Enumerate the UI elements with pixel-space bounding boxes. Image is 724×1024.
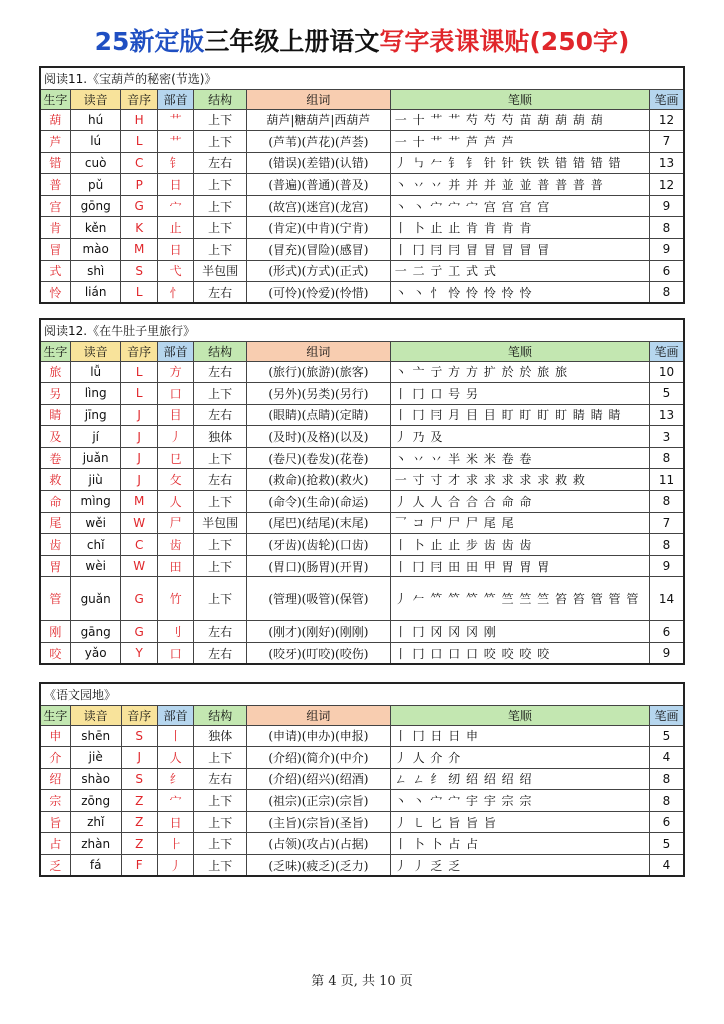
cell-strokes: 丿 人 人 合 合 合 命 命 [390, 491, 649, 513]
cell-letter: K [121, 217, 157, 239]
cell-pinyin: kěn [70, 217, 121, 239]
table-row [40, 195, 684, 217]
cell-strokes: 丶 丶 宀 宀 宇 宇 宗 宗 [390, 790, 649, 812]
cell-count: 13 [649, 152, 684, 174]
cell-strokes: 丨 冂 冈 冈 冈 刚 [390, 621, 649, 643]
cell-letter: W [121, 555, 157, 577]
cell-structure: 上下 [194, 555, 247, 577]
cell-radical: 日 [157, 174, 193, 196]
table-row [40, 131, 684, 153]
cell-char: 另 [40, 383, 70, 405]
cell-radical: 目 [157, 404, 193, 426]
cell-radical: 弋 [157, 260, 193, 282]
cell-structure: 半包围 [194, 512, 247, 534]
cell-char: 卷 [40, 447, 70, 469]
cell-letter: Z [121, 790, 157, 812]
cell-structure: 左右 [194, 643, 247, 665]
cell-letter: J [121, 447, 157, 469]
cell-strokes: 一 寸 寸 才 求 求 求 求 求 救 救 [390, 469, 649, 491]
header-words: 组词 [246, 341, 390, 361]
header-char: 生字 [40, 341, 70, 361]
cell-letter: H [121, 109, 157, 131]
cell-words: (眼睛)(点睛)(定睛) [246, 404, 390, 426]
cell-words: (咬牙)(叮咬)(咬伤) [246, 643, 390, 665]
header-pinyin: 读音 [70, 705, 121, 725]
cell-radical: 日 [157, 811, 193, 833]
cell-char: 错 [40, 152, 70, 174]
cell-count: 4 [650, 747, 685, 769]
table-row [40, 174, 684, 196]
cell-radical: 丨 [157, 725, 193, 747]
cell-letter: P [121, 174, 157, 196]
cell-count: 8 [649, 217, 684, 239]
header-words: 组词 [247, 705, 391, 725]
cell-strokes: 丨 冂 冃 月 目 目 盯 盯 盯 盯 睛 睛 睛 [390, 404, 649, 426]
cell-strokes: 丿 ㇉ 𠂉 钅 钅 针 针 铁 铁 错 错 错 错 [390, 152, 649, 174]
cell-structure: 上下 [194, 195, 247, 217]
section-title: 阅读11.《宝葫芦的秘密(节选)》 [40, 67, 684, 89]
cell-radical: 艹 [157, 109, 193, 131]
cell-pinyin: shì [70, 260, 121, 282]
table-row [40, 643, 684, 665]
cell-count: 8 [649, 282, 684, 304]
cell-structure: 上下 [194, 747, 247, 769]
cell-structure: 上下 [194, 447, 247, 469]
header-letter: 音序 [121, 89, 157, 109]
header-radical: 部首 [157, 705, 193, 725]
cell-count: 9 [649, 643, 684, 665]
cell-letter: C [121, 534, 157, 556]
cell-char: 绍 [40, 768, 70, 790]
cell-letter: M [121, 239, 157, 261]
cell-structure: 上下 [194, 131, 247, 153]
section-title: 阅读12.《在牛肚子里旅行》 [40, 319, 684, 341]
table-row [40, 383, 684, 405]
cell-words: 葫芦|糖葫芦|西葫芦 [246, 109, 390, 131]
table-row [40, 833, 684, 855]
cell-strokes: 一 十 艹 艹 芦 芦 芦 [390, 131, 649, 153]
cell-radical: 田 [157, 555, 193, 577]
cell-count: 10 [649, 361, 684, 383]
cell-structure: 左右 [194, 768, 247, 790]
cell-letter: J [121, 426, 157, 448]
cell-strokes: 丿 丿 乏 乏 [390, 855, 649, 877]
cell-char: 救 [40, 469, 70, 491]
section-table [39, 318, 685, 665]
header-pinyin: 读音 [70, 341, 121, 361]
header-char: 生字 [40, 89, 70, 109]
cell-structure: 上下 [194, 383, 247, 405]
cell-count: 6 [649, 621, 684, 643]
cell-strokes: 丿 ㇄ 匕 旨 旨 旨 [390, 811, 649, 833]
cell-pinyin: guǎn [70, 577, 121, 621]
cell-char: 乏 [40, 855, 70, 877]
cell-radical: 艹 [157, 131, 193, 153]
cell-strokes: 丶 丷 丷 半 米 米 卷 卷 [390, 447, 649, 469]
cell-count: 13 [649, 404, 684, 426]
header-words: 组词 [246, 89, 390, 109]
cell-strokes: 丿 乃 及 [390, 426, 649, 448]
cell-words: (形式)(方式)(正式) [246, 260, 390, 282]
cell-strokes: 丨 冂 冃 田 田 甲 胃 胃 胃 [390, 555, 649, 577]
cell-letter: G [121, 621, 157, 643]
cell-letter: L [121, 282, 157, 304]
header-strokes: 笔顺 [390, 341, 649, 361]
header-structure: 结构 [194, 705, 247, 725]
cell-structure: 上下 [194, 109, 247, 131]
cell-words: (申请)(申办)(申报) [247, 725, 391, 747]
cell-pinyin: jiù [70, 469, 121, 491]
cell-char: 旅 [40, 361, 70, 383]
cell-count: 5 [649, 383, 684, 405]
cell-structure: 左右 [194, 469, 247, 491]
cell-count: 7 [649, 131, 684, 153]
cell-structure: 上下 [194, 811, 247, 833]
cell-char: 肯 [40, 217, 70, 239]
cell-count: 8 [650, 790, 685, 812]
cell-words: (普遍)(普通)(普及) [246, 174, 390, 196]
cell-radical: 尸 [157, 512, 193, 534]
cell-strokes: 丶 丶 宀 宀 宀 宫 宫 宫 宫 [390, 195, 649, 217]
cell-structure: 上下 [194, 217, 247, 239]
cell-words: (牙齿)(齿轮)(口齿) [246, 534, 390, 556]
cell-count: 8 [649, 491, 684, 513]
cell-structure: 左右 [194, 361, 247, 383]
cell-radical: 宀 [157, 790, 193, 812]
cell-structure: 上下 [194, 577, 247, 621]
cell-char: 宫 [40, 195, 70, 217]
cell-pinyin: zōng [70, 790, 121, 812]
cell-strokes: ㄥ ㄥ 纟 纫 绍 绍 绍 绍 [390, 768, 649, 790]
cell-structure: 上下 [194, 790, 247, 812]
table-row [40, 534, 684, 556]
table-row [40, 621, 684, 643]
cell-pinyin: chǐ [70, 534, 121, 556]
table-row [40, 217, 684, 239]
cell-pinyin: fá [70, 855, 121, 877]
cell-radical: 竹 [157, 577, 193, 621]
cell-strokes: 一 二 亍 工 式 式 [390, 260, 649, 282]
cell-structure: 独体 [194, 426, 247, 448]
cell-strokes: 丨 冂 口 口 口 咬 咬 咬 咬 [390, 643, 649, 665]
cell-words: (另外)(另类)(另行) [246, 383, 390, 405]
cell-char: 申 [40, 725, 70, 747]
cell-count: 8 [649, 447, 684, 469]
cell-words: (冒充)(冒险)(感冒) [246, 239, 390, 261]
cell-pinyin: pǔ [70, 174, 121, 196]
cell-count: 5 [650, 833, 685, 855]
table-row [40, 855, 684, 877]
cell-letter: J [121, 404, 157, 426]
cell-structure: 半包围 [194, 260, 247, 282]
cell-radical: 钅 [157, 152, 193, 174]
cell-strokes: 丶 丶 忄 怜 怜 怜 怜 怜 [390, 282, 649, 304]
cell-words: (祖宗)(正宗)(宗旨) [247, 790, 391, 812]
cell-letter: L [121, 361, 157, 383]
cell-words: (错误)(差错)(认错) [246, 152, 390, 174]
table-row [40, 790, 684, 812]
cell-count: 5 [650, 725, 685, 747]
header-radical: 部首 [157, 89, 193, 109]
cell-letter: G [121, 577, 157, 621]
table-row [40, 239, 684, 261]
cell-structure: 独体 [194, 725, 247, 747]
table-row [40, 491, 684, 513]
cell-pinyin: juǎn [70, 447, 121, 469]
cell-words: (及时)(及格)(以及) [246, 426, 390, 448]
cell-structure: 上下 [194, 239, 247, 261]
cell-strokes: 丨 卜 止 止 步 齿 齿 齿 [390, 534, 649, 556]
cell-words: (故宫)(迷宫)(龙宫) [246, 195, 390, 217]
cell-words: (旅行)(旅游)(旅客) [246, 361, 390, 383]
header-count: 笔画 [650, 705, 685, 725]
cell-pinyin: jiè [70, 747, 121, 769]
cell-count: 9 [649, 195, 684, 217]
cell-count: 6 [650, 811, 685, 833]
cell-char: 芦 [40, 131, 70, 153]
cell-words: (胃口)(肠胃)(开胃) [246, 555, 390, 577]
cell-char: 怜 [40, 282, 70, 304]
cell-char: 管 [40, 577, 70, 621]
cell-radical: 丿 [157, 855, 193, 877]
cell-words: (主旨)(宗旨)(圣旨) [247, 811, 391, 833]
cell-letter: S [121, 768, 157, 790]
table-row [40, 469, 684, 491]
cell-letter: L [121, 131, 157, 153]
cell-pinyin: hú [70, 109, 121, 131]
cell-structure: 左右 [194, 621, 247, 643]
cell-pinyin: wěi [70, 512, 121, 534]
cell-count: 7 [649, 512, 684, 534]
table-row [40, 512, 684, 534]
cell-words: (卷尺)(卷发)(花卷) [246, 447, 390, 469]
cell-pinyin: shào [70, 768, 121, 790]
cell-words: (乏味)(疲乏)(乏力) [247, 855, 391, 877]
cell-letter: Y [121, 643, 157, 665]
cell-count: 11 [649, 469, 684, 491]
cell-structure: 上下 [194, 491, 247, 513]
cell-radical: 口 [157, 383, 193, 405]
header-letter: 音序 [121, 341, 157, 361]
header-strokes: 笔顺 [390, 89, 649, 109]
cell-pinyin: cuò [70, 152, 121, 174]
page-footer: 第 4 页, 共 10 页 [311, 974, 413, 989]
cell-char: 葫 [40, 109, 70, 131]
cell-radical: 人 [157, 491, 193, 513]
header-strokes: 笔顺 [390, 705, 649, 725]
cell-structure: 左右 [194, 404, 247, 426]
cell-pinyin: lǚ [70, 361, 121, 383]
table-row [40, 426, 684, 448]
header-radical: 部首 [157, 341, 193, 361]
cell-char: 及 [40, 426, 70, 448]
cell-structure: 左右 [194, 282, 247, 304]
table-row [40, 109, 684, 131]
cell-pinyin: mào [70, 239, 121, 261]
cell-char: 命 [40, 491, 70, 513]
cell-letter: F [121, 855, 157, 877]
cell-radical: 口 [157, 643, 193, 665]
cell-radical: 宀 [157, 195, 193, 217]
cell-letter: S [121, 725, 157, 747]
cell-structure: 上下 [194, 855, 247, 877]
cell-words: (尾巴)(结尾)(末尾) [246, 512, 390, 534]
cell-words: (占领)(攻占)(占据) [247, 833, 391, 855]
cell-letter: G [121, 195, 157, 217]
cell-strokes: 乛 コ 尸 尸 尸 尾 尾 [390, 512, 649, 534]
cell-char: 普 [40, 174, 70, 196]
title-part-3: 写字表课课贴(250字) [379, 27, 630, 56]
cell-pinyin: zhàn [70, 833, 121, 855]
table-row [40, 747, 684, 769]
cell-count: 3 [649, 426, 684, 448]
title-part-2: 三年级上册语文 [204, 27, 380, 56]
cell-words: (救命)(抢救)(救火) [246, 469, 390, 491]
cell-pinyin: wèi [70, 555, 121, 577]
cell-pinyin: yǎo [70, 643, 121, 665]
cell-char: 冒 [40, 239, 70, 261]
cell-radical: 人 [157, 747, 193, 769]
cell-letter: Z [121, 833, 157, 855]
cell-count: 12 [649, 109, 684, 131]
cell-count: 9 [649, 239, 684, 261]
cell-char: 旨 [40, 811, 70, 833]
table-row [40, 577, 684, 621]
cell-words: (命令)(生命)(命运) [246, 491, 390, 513]
cell-radical: 止 [157, 217, 193, 239]
cell-letter: M [121, 491, 157, 513]
cell-radical: 齿 [157, 534, 193, 556]
cell-radical: 忄 [157, 282, 193, 304]
cell-radical: 方 [157, 361, 193, 383]
cell-strokes: 丨 冂 日 日 申 [390, 725, 649, 747]
header-structure: 结构 [194, 341, 247, 361]
cell-char: 刚 [40, 621, 70, 643]
cell-pinyin: jí [70, 426, 121, 448]
cell-words: (可怜)(怜爱)(怜惜) [246, 282, 390, 304]
cell-words: (芦苇)(芦花)(芦荟) [246, 131, 390, 153]
cell-pinyin: zhǐ [70, 811, 121, 833]
cell-char: 介 [40, 747, 70, 769]
cell-strokes: 一 十 艹 艹 芍 芍 芍 苗 葫 葫 葫 葫 [390, 109, 649, 131]
cell-strokes: 丨 冂 冃 冃 冒 冒 冒 冒 冒 [390, 239, 649, 261]
table-row [40, 260, 684, 282]
section-table [39, 66, 685, 304]
section-title: 《语文园地》 [40, 683, 684, 705]
table-row [40, 811, 684, 833]
cell-pinyin: lián [70, 282, 121, 304]
cell-pinyin: lú [70, 131, 121, 153]
cell-words: (肯定)(中肯)(宁肯) [246, 217, 390, 239]
cell-strokes: 丿 𠂉 𥫗 𥫗 𥫗 𥫗 竺 竺 竺 笞 笞 管 管 管 [390, 577, 649, 621]
cell-char: 胃 [40, 555, 70, 577]
cell-char: 占 [40, 833, 70, 855]
cell-pinyin: lìng [70, 383, 121, 405]
cell-count: 14 [649, 577, 684, 621]
cell-pinyin: shēn [70, 725, 121, 747]
cell-char: 咬 [40, 643, 70, 665]
cell-structure: 上下 [194, 833, 247, 855]
table-row [40, 725, 684, 747]
section-table [39, 682, 685, 877]
cell-words: (管理)(吸管)(保管) [246, 577, 390, 621]
cell-letter: S [121, 260, 157, 282]
table-row [40, 152, 684, 174]
table-row [40, 404, 684, 426]
cell-radical: 攵 [157, 469, 193, 491]
header-letter: 音序 [121, 705, 157, 725]
cell-char: 宗 [40, 790, 70, 812]
cell-letter: J [121, 747, 157, 769]
cell-letter: J [121, 469, 157, 491]
header-count: 笔画 [649, 89, 684, 109]
cell-pinyin: mìng [70, 491, 121, 513]
cell-strokes: 丿 人 介 介 [390, 747, 649, 769]
cell-strokes: 丨 卜 卜 占 占 [390, 833, 649, 855]
cell-radical: ⺊ [157, 833, 193, 855]
table-row [40, 361, 684, 383]
cell-structure: 左右 [194, 152, 247, 174]
cell-count: 12 [649, 174, 684, 196]
table-row [40, 282, 684, 304]
cell-radical: 日 [157, 239, 193, 261]
cell-words: (介绍)(绍兴)(绍酒) [247, 768, 391, 790]
cell-strokes: 丨 冂 口 号 另 [390, 383, 649, 405]
cell-letter: Z [121, 811, 157, 833]
cell-radical: 刂 [157, 621, 193, 643]
cell-count: 6 [649, 260, 684, 282]
cell-words: (介绍)(简介)(中介) [247, 747, 391, 769]
table-row [40, 447, 684, 469]
table-row [40, 768, 684, 790]
cell-strokes: 丨 卜 止 止 肯 肯 肯 肯 [390, 217, 649, 239]
cell-char: 式 [40, 260, 70, 282]
cell-letter: C [121, 152, 157, 174]
cell-structure: 上下 [194, 534, 247, 556]
table-row [40, 555, 684, 577]
header-char: 生字 [40, 705, 70, 725]
cell-char: 睛 [40, 404, 70, 426]
cell-strokes: 丶 亠 亍 方 方 扩 於 於 旅 旅 [390, 361, 649, 383]
cell-radical: 㔾 [157, 447, 193, 469]
cell-radical: 纟 [157, 768, 193, 790]
cell-char: 尾 [40, 512, 70, 534]
cell-letter: W [121, 512, 157, 534]
cell-letter: L [121, 383, 157, 405]
cell-pinyin: jīng [70, 404, 121, 426]
page-title [0, 22, 724, 62]
cell-radical: 丿 [157, 426, 193, 448]
title-part-1: 25新定版 [94, 27, 205, 56]
cell-count: 8 [650, 768, 685, 790]
cell-count: 4 [650, 855, 685, 877]
cell-pinyin: gōng [70, 195, 121, 217]
cell-pinyin: gāng [70, 621, 121, 643]
cell-structure: 上下 [194, 174, 247, 196]
header-structure: 结构 [194, 89, 247, 109]
header-count: 笔画 [649, 341, 684, 361]
cell-count: 9 [649, 555, 684, 577]
cell-char: 齿 [40, 534, 70, 556]
header-pinyin: 读音 [70, 89, 121, 109]
cell-words: (刚才)(刚好)(刚刚) [246, 621, 390, 643]
cell-count: 8 [649, 534, 684, 556]
cell-strokes: 丶 丷 丷 并 并 并 並 並 普 普 普 普 [390, 174, 649, 196]
